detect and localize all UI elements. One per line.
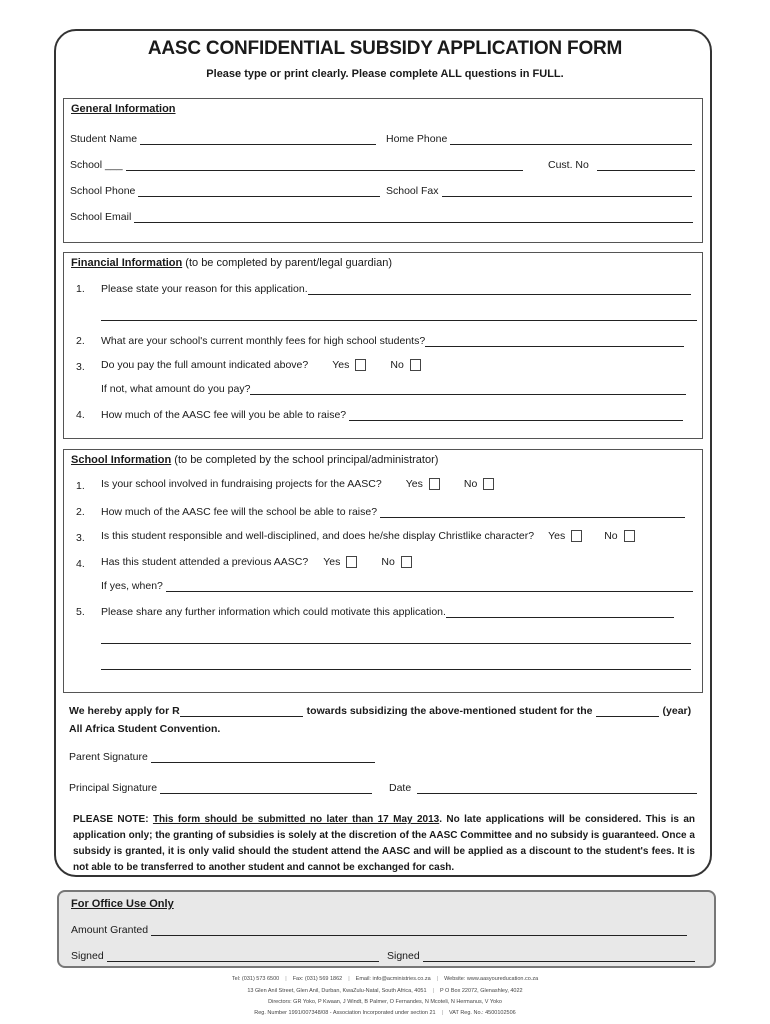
form-subtitle: Please type or print clearly. Please complete ALL questions in FULL. [206,68,564,80]
cust-no-field[interactable] [597,159,695,171]
school-q1-no-label: No [463,478,478,490]
school-q5-label: Please share any further information which could motivate this application. [101,606,446,618]
general-information-heading: General Information [71,103,176,115]
submission-deadline: This form should be submitted no later than 17 May 2013 [152,814,440,825]
office-use-section [57,890,716,968]
home-phone-label: Home Phone [386,133,448,145]
financial-q4-field[interactable] [349,409,683,421]
form-title: AASC CONFIDENTIAL SUBSIDY APPLICATION FORM [147,38,623,59]
school-q3-yes-label: Yes [548,530,566,542]
financial-q3-number: 3. [76,361,85,373]
school-q2-field[interactable] [380,506,685,518]
financial-q1-label: Please state your reason for this application. [101,283,308,295]
school-fax-label: School Fax [386,185,439,197]
school-q2-number: 2. [76,506,85,518]
school-information-heading: School Information (to be completed by the school principal/administrator) [71,454,439,466]
financial-q2-field[interactable] [425,335,684,347]
school-email-label: School Email [70,211,132,223]
school-q5-field-line3[interactable] [101,658,691,670]
school-information-section [63,449,703,693]
date-label: Date [389,782,412,794]
financial-q3-no-label: No [390,359,404,371]
apply-amount-field[interactable] [180,705,303,717]
student-name-label: Student Name [70,133,138,145]
school-q1-number: 1. [76,480,85,492]
please-note-label: PLEASE NOTE: [73,814,149,825]
footer-fax: Fax: (031) 569 1862 [292,976,343,982]
school-q3-no-label: No [604,530,618,542]
general-information-section [63,98,703,243]
school-q4-no-label: No [381,556,395,568]
financial-q3-amount-field[interactable] [250,383,686,395]
footer-directors: Directors: GR Yoko, P Kwaan, J Windt, B Palmer, O Fernandes, N Mcoteli, N Hermanus, V Yoko [268,999,502,1005]
footer-reg-number: Reg. Number 1991/007348/08 - Association Incorporated under section 21 [254,1010,436,1016]
footer-tel: Tel: (031) 573 6500 [231,976,280,982]
financial-q1-field[interactable] [308,283,691,295]
footer-vat: VAT Reg. No.: 4500102506 [449,1010,516,1016]
parent-signature-field[interactable] [151,751,375,763]
office-signed-label-1: Signed [71,950,104,962]
school-q3-label: Is this student responsible and well-disciplined, and does he/she display Christlike character? [101,530,535,542]
financial-q3-yes-label: Yes [332,359,350,371]
footer-contact: Tel: (031) 573 6500 | Fax: (031) 569 1862 | Email: info@acministries.co.za | Website: www.aasyoureducation.co.za [231,976,539,982]
financial-q3-sub-label: If not, what amount do you pay? [101,383,251,395]
school-email-field[interactable] [134,211,693,223]
financial-q3-no-checkbox[interactable] [410,359,421,371]
principal-signature-field[interactable] [160,782,372,794]
cust-no-label: Cust. No [548,159,589,171]
apply-part4: All Africa Student Convention. [69,723,221,735]
apply-part3: (year) [662,705,692,717]
financial-q1-field-line2[interactable] [101,309,697,321]
school-q5-field[interactable] [446,606,674,618]
school-q2-label: How much of the AASC fee will the school be able to raise? [101,506,378,518]
office-signed-label-2: Signed [387,950,420,962]
footer-address: 13 Glen Anil Street, Glen Anil, Durban, KwaZulu-Natal, South Africa, 4051 | P O Box 22072, Glenashley, 4022 [247,988,523,994]
school-q4-sub-label: If yes, when? [101,580,163,592]
school-fax-field[interactable] [442,185,692,197]
financial-information-section [63,252,703,439]
school-q4-no-checkbox[interactable] [401,556,412,568]
financial-q2-number: 2. [76,335,85,347]
school-q5-field-line2[interactable] [101,632,691,644]
apply-statement [69,705,691,717]
financial-q3-yes-checkbox[interactable] [355,359,366,371]
financial-q3-label: Do you pay the full amount indicated above? [101,359,309,371]
apply-part2: towards subsidizing the above-mentioned student for the [306,705,593,717]
apply-year-field[interactable] [596,705,659,717]
school-q3-number: 3. [76,532,85,544]
financial-information-heading: Financial Information (to be completed by parent/legal guardian) [71,257,392,269]
student-name-field[interactable] [140,133,376,145]
please-note [73,812,695,876]
footer-email: Email: info@acministries.co.za [355,976,431,982]
office-signed-field-2[interactable] [423,950,695,962]
footer-website[interactable]: Website: www.aasyoureducation.co.za [444,976,539,982]
amount-granted-label: Amount Granted [71,924,149,936]
parent-signature-label: Parent Signature [69,751,148,763]
school-q4-number: 4. [76,558,85,570]
school-q4-yes-label: Yes [323,556,341,568]
school-q1-no-checkbox[interactable] [483,478,494,490]
financial-q2-label: What are your school's current monthly fees for high school students? [101,335,426,347]
school-phone-label: School Phone [70,185,136,197]
footer-po-box: P O Box 22072, Glenashley, 4022 [439,988,523,994]
principal-signature-label: Principal Signature [69,782,158,794]
school-q4-label: Has this student attended a previous AASC? [101,556,309,568]
home-phone-field[interactable] [450,133,692,145]
school-q4-when-field[interactable] [166,580,693,592]
school-q4-yes-checkbox[interactable] [346,556,357,568]
footer-street-address: 13 Glen Anil Street, Glen Anil, Durban, KwaZulu-Natal, South Africa, 4051 [247,988,427,994]
financial-q4-label: How much of the AASC fee will you be able to raise? [101,409,347,421]
date-field[interactable] [417,782,697,794]
financial-q1-number: 1. [76,283,85,295]
school-q5-number: 5. [76,606,85,618]
apply-part1: We hereby apply for R [69,705,180,717]
footer-registration: Reg. Number 1991/007348/08 - Association Incorporated under section 21 | VAT Reg. No.: 4500102506 [254,1010,516,1016]
school-field[interactable] [126,159,523,171]
school-phone-field[interactable] [138,185,380,197]
school-q3-yes-checkbox[interactable] [571,530,582,542]
financial-q4-number: 4. [76,409,85,421]
office-use-heading: For Office Use Only [71,898,174,910]
school-q1-yes-checkbox[interactable] [429,478,440,490]
school-q1-yes-label: Yes [405,478,423,490]
school-q3-no-checkbox[interactable] [624,530,635,542]
school-q1-label: Is your school involved in fundraising projects for the AASC? [101,478,382,490]
office-signed-field-1[interactable] [107,950,379,962]
amount-granted-field[interactable] [151,924,687,936]
please-note-text: . No late applications will be considered. This is an application only; the granting of subsidies is solely at the discretion of the AASC Committee and no subsidy is guaranteed. Once a subsidy is granted, it is only valid should the student attend the AASC and will be applied as a discount to the student's fees. It is not able to be transferred to another student and cannot be exchanged for cash. [73,814,696,873]
school-label: School ___ [70,159,123,171]
